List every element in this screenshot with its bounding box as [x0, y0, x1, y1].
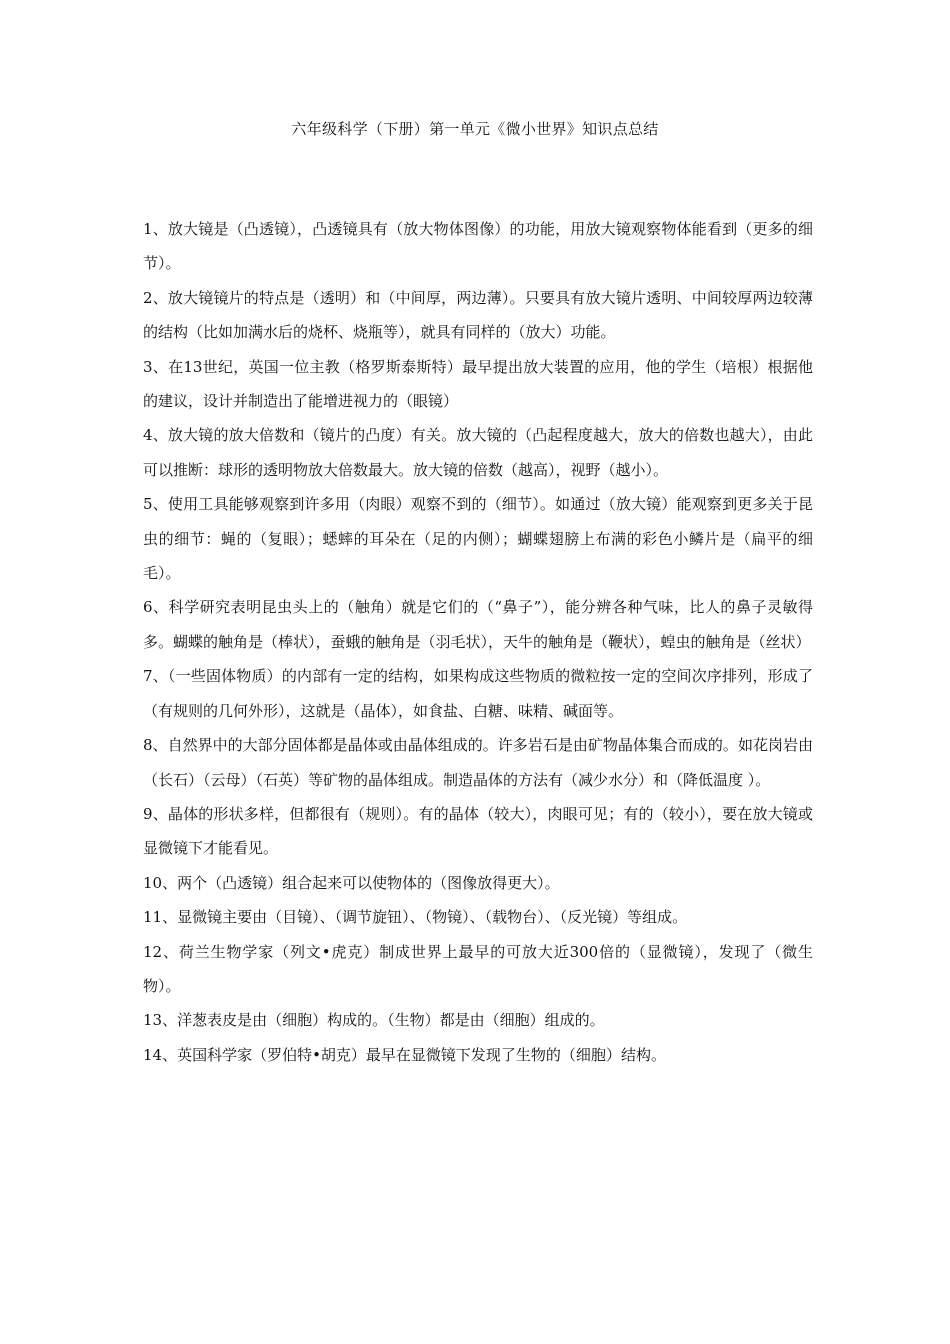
knowledge-point-13: 13、洋葱表皮是由（细胞）构成的。（生物）都是由（细胞）组成的。: [143, 1011, 605, 1030]
knowledge-point-10: 10、两个（凸透镜）组合起来可以使物体的（图像放得更大）。: [143, 873, 560, 892]
document-title: 六年级科学（下册）第一单元《微小世界》知识点总结: [291, 120, 659, 138]
knowledge-point-14: 14、英国科学家（罗伯特•胡克）最早在显微镜下发现了生物的（细胞）结构。: [143, 1045, 666, 1064]
knowledge-point-list: [143, 212, 813, 1072]
knowledge-point-8: 8、自然界中的大部分固体都是晶体或由晶体组成的。许多岩石是由矿物晶体集合而成的。如花岗岩由（长石）（云母）（石英）等矿物的晶体组成。制造晶体的方法有（减少水分）和（降低温度 ）。: [143, 736, 813, 789]
knowledge-point-1: 1、放大镜是（凸透镜），凸透镜具有（放大物体图像）的功能，用放大镜观察物体能看到（更多的细节）。: [143, 220, 813, 273]
knowledge-point-3: 3、在13世纪，英国一位主教（格罗斯泰斯特）最早提出放大装置的应用，他的学生（培根）根据他的建议，设计并制造出了能增进视力的（眼镜）: [143, 357, 813, 411]
knowledge-point-7: 7、（一些固体物质）的内部有一定的结构，如果构成这些物质的微粒按一定的空间次序排列，形成了（有规则的几何外形），这就是（晶体），如食盐、白糖、味精、碱面等。: [143, 667, 813, 720]
knowledge-point-11: 11、显微镜主要由（目镜）、（调节旋钮）、（物镜）、（载物台）、（反光镜）等组成。: [143, 908, 688, 927]
knowledge-point-2: 2、放大镜镜片的特点是（透明）和（中间厚，两边薄）。只要具有放大镜片透明、中间较厚两边较薄的结构（比如加满水后的烧杯、烧瓶等），就具有同样的（放大）功能。: [143, 288, 813, 342]
knowledge-point-6: 6、科学研究表明昆虫头上的（触角）就是它们的（“鼻子”），能分辨各种气味，比人的鼻子灵敏得多。蝴蝶的触角是（棒状），蚕蛾的触角是（羽毛状），天牛的触角是（鞭状），蝗虫的触角是（丝状）: [143, 598, 813, 651]
knowledge-point-12: 12、荷兰生物学家（列文•虎克）制成世界上最早的可放大近300倍的（显微镜），发现了（微生物）。: [143, 942, 813, 995]
knowledge-point-9: 9、晶体的形状多样，但都很有（规则）。有的晶体（较大），肉眼可见；有的（较小），要在放大镜或显微镜下才能看见。: [143, 804, 813, 858]
knowledge-point-5: 5、使用工具能够观察到许多用（肉眼）观察不到的（细节）。如通过（放大镜）能观察到更多关于昆虫的细节：蝇的（复眼）；蟋蟀的耳朵在（足的内侧）；蝴蝶翅膀上布满的彩色小鳞片是（扁平的细毛）。: [143, 495, 813, 583]
knowledge-point-4: 4、放大镜的放大倍数和（镜片的凸度）有关。放大镜的（凸起程度越大，放大的倍数也越大），由此可以推断：球形的透明物放大倍数最大。放大镜的倍数（越高），视野（越小）。: [143, 426, 813, 479]
